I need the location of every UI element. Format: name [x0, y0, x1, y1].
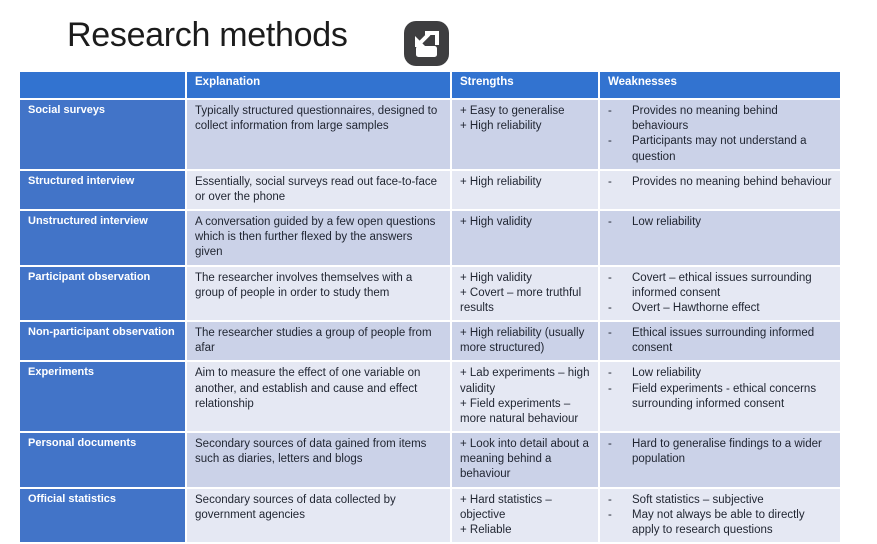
strength-item: + High reliability (usually more structured)	[460, 327, 585, 355]
weakness-item	[608, 326, 832, 356]
weakness-text: Provides no meaning behind behaviour	[632, 175, 832, 188]
row-weaknesses	[599, 210, 841, 266]
row-weaknesses	[599, 488, 841, 544]
header-strengths: Strengths	[451, 71, 599, 99]
weakness-item	[608, 271, 832, 301]
table-row	[19, 170, 841, 210]
strength-item: + Covert – more truthful results	[460, 286, 582, 314]
weakness-item	[608, 215, 832, 230]
strength-item: + Lab experiments – high validity	[460, 367, 590, 395]
dash-bullet: -	[608, 216, 612, 229]
dash-bullet: -	[608, 493, 612, 506]
table-row	[19, 99, 841, 170]
table-row	[19, 266, 841, 322]
row-explanation: The researcher involves themselves with a group of people in order to study them	[186, 266, 451, 322]
row-strengths	[451, 432, 599, 488]
weakness-item	[608, 382, 832, 412]
dash-bullet: -	[608, 175, 612, 188]
row-method-label: Official statistics	[19, 488, 186, 544]
weakness-item	[608, 437, 832, 467]
dash-bullet: -	[608, 271, 612, 284]
research-methods-table	[18, 70, 842, 544]
row-method-label: Participant observation	[19, 266, 186, 322]
weakness-item	[608, 104, 832, 134]
row-method-label: Unstructured interview	[19, 210, 186, 266]
strength-item: + Hard statistics – objective	[460, 493, 552, 521]
weakness-text: Low reliability	[632, 367, 702, 380]
dash-bullet: -	[608, 135, 612, 148]
strength-item: + High validity	[460, 216, 532, 229]
row-strengths	[451, 99, 599, 170]
row-weaknesses	[599, 432, 841, 488]
table-row	[19, 432, 841, 488]
header-method	[19, 71, 186, 99]
table-row	[19, 361, 841, 432]
table-body	[19, 99, 841, 543]
weakness-item	[608, 366, 832, 381]
dash-bullet: -	[608, 301, 612, 314]
table-row	[19, 210, 841, 266]
weakness-text: Field experiments - ethical concerns surrounding informed consent	[632, 382, 817, 410]
row-strengths	[451, 210, 599, 266]
strength-item: + High reliability	[460, 120, 542, 133]
header-weaknesses: Weaknesses	[599, 71, 841, 99]
weakness-text: Low reliability	[632, 216, 702, 229]
dash-bullet: -	[608, 327, 612, 340]
weakness-item	[608, 493, 832, 508]
row-method-label: Personal documents	[19, 432, 186, 488]
row-strengths	[451, 266, 599, 322]
strength-item: + Easy to generalise	[460, 105, 565, 117]
row-strengths	[451, 488, 599, 544]
weakness-text: Hard to generalise findings to a wider population	[632, 438, 822, 466]
row-weaknesses	[599, 99, 841, 170]
row-strengths	[451, 321, 599, 361]
strength-item: + High reliability	[460, 175, 542, 188]
dash-bullet: -	[608, 367, 612, 380]
row-strengths	[451, 361, 599, 432]
table-row	[19, 321, 841, 361]
row-method-label: Non-participant observation	[19, 321, 186, 361]
weakness-item	[608, 508, 832, 538]
row-explanation: Secondary sources of data collected by government agencies	[186, 488, 451, 544]
row-explanation: Essentially, social surveys read out face-to-face or over the phone	[186, 170, 451, 210]
row-explanation: The researcher studies a group of people from afar	[186, 321, 451, 361]
dash-bullet: -	[608, 438, 612, 451]
strength-item: + Field experiments – more natural behaviour	[460, 397, 579, 425]
row-explanation: Aim to measure the effect of one variable on another, and establish and cause and effect relationship	[186, 361, 451, 432]
row-weaknesses	[599, 266, 841, 322]
table-row	[19, 488, 841, 544]
dash-bullet: -	[608, 382, 612, 395]
row-method-label: Experiments	[19, 361, 186, 432]
strength-item: + High validity	[460, 271, 532, 284]
row-method-label: Structured interview	[19, 170, 186, 210]
row-explanation: Secondary sources of data gained from items such as diaries, letters and blogs	[186, 432, 451, 488]
weakness-item	[608, 134, 832, 164]
weakness-text: Soft statistics – subjective	[632, 493, 764, 506]
row-explanation: A conversation guided by a few open questions which is then further flexed by the answers given	[186, 210, 451, 266]
row-method-label: Social surveys	[19, 99, 186, 170]
weakness-item	[608, 301, 832, 316]
weakness-text: Covert – ethical issues surrounding informed consent	[632, 271, 812, 299]
page-title: Research methods	[67, 16, 348, 54]
resize-overlay-icon[interactable]	[404, 21, 449, 66]
dash-bullet: -	[608, 105, 612, 117]
weakness-text: Participants may not understand a question	[632, 135, 807, 163]
weakness-text: Provides no meaning behind behaviours	[632, 105, 778, 133]
row-explanation: Typically structured questionnaires, designed to collect information from large samples	[186, 99, 451, 170]
row-weaknesses	[599, 170, 841, 210]
header-explanation: Explanation	[186, 71, 451, 99]
shrink-arrow-icon	[404, 21, 449, 66]
dash-bullet: -	[608, 508, 612, 521]
row-weaknesses	[599, 321, 841, 361]
row-weaknesses	[599, 361, 841, 432]
strength-item: + Reliable	[460, 523, 512, 536]
weakness-text: May not always be able to directly apply to research questions	[632, 508, 805, 536]
row-strengths	[451, 170, 599, 210]
weakness-text: Overt – Hawthorne effect	[632, 301, 760, 314]
weakness-text: Ethical issues surrounding informed consent	[632, 327, 815, 355]
table-header	[19, 71, 841, 99]
strength-item: + Look into detail about a meaning behind a behaviour	[460, 438, 589, 481]
weakness-item	[608, 175, 832, 190]
